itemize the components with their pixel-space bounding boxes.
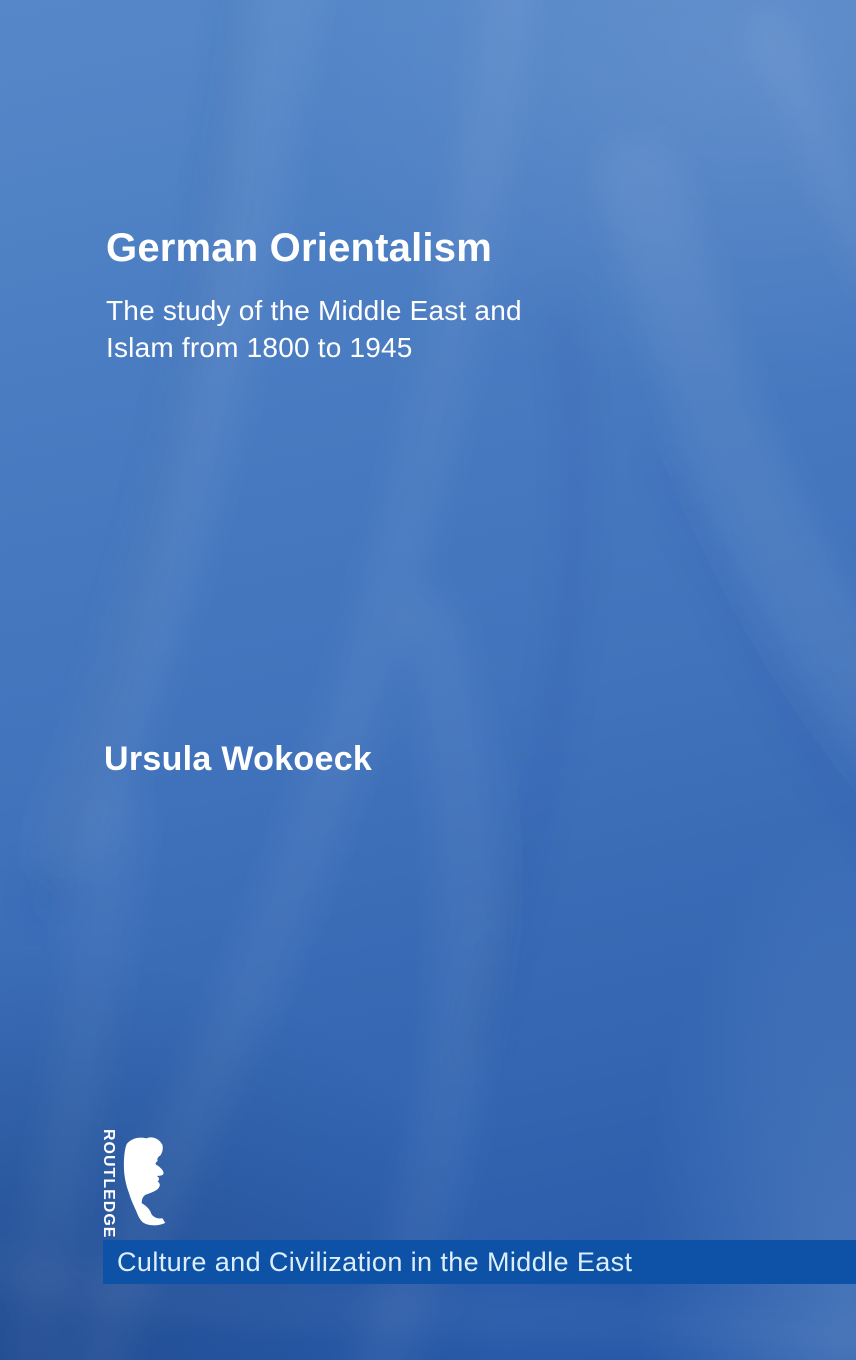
routledge-wordmark: ROUTLEDGE (100, 1129, 117, 1239)
series-title: Culture and Civilization in the Middle East (117, 1246, 633, 1277)
routledge-logo (98, 1126, 174, 1238)
title-block (106, 226, 522, 366)
series-banner (103, 1240, 856, 1284)
book-subtitle-line-1: The study of the Middle East and (106, 295, 522, 326)
routledge-r-icon (122, 1134, 169, 1231)
book-subtitle (106, 292, 522, 366)
author-name: Ursula Wokoeck (104, 740, 373, 778)
book-title: German Orientalism (106, 226, 492, 270)
book-subtitle-line-2: Islam from 1800 to 1945 (106, 332, 413, 363)
